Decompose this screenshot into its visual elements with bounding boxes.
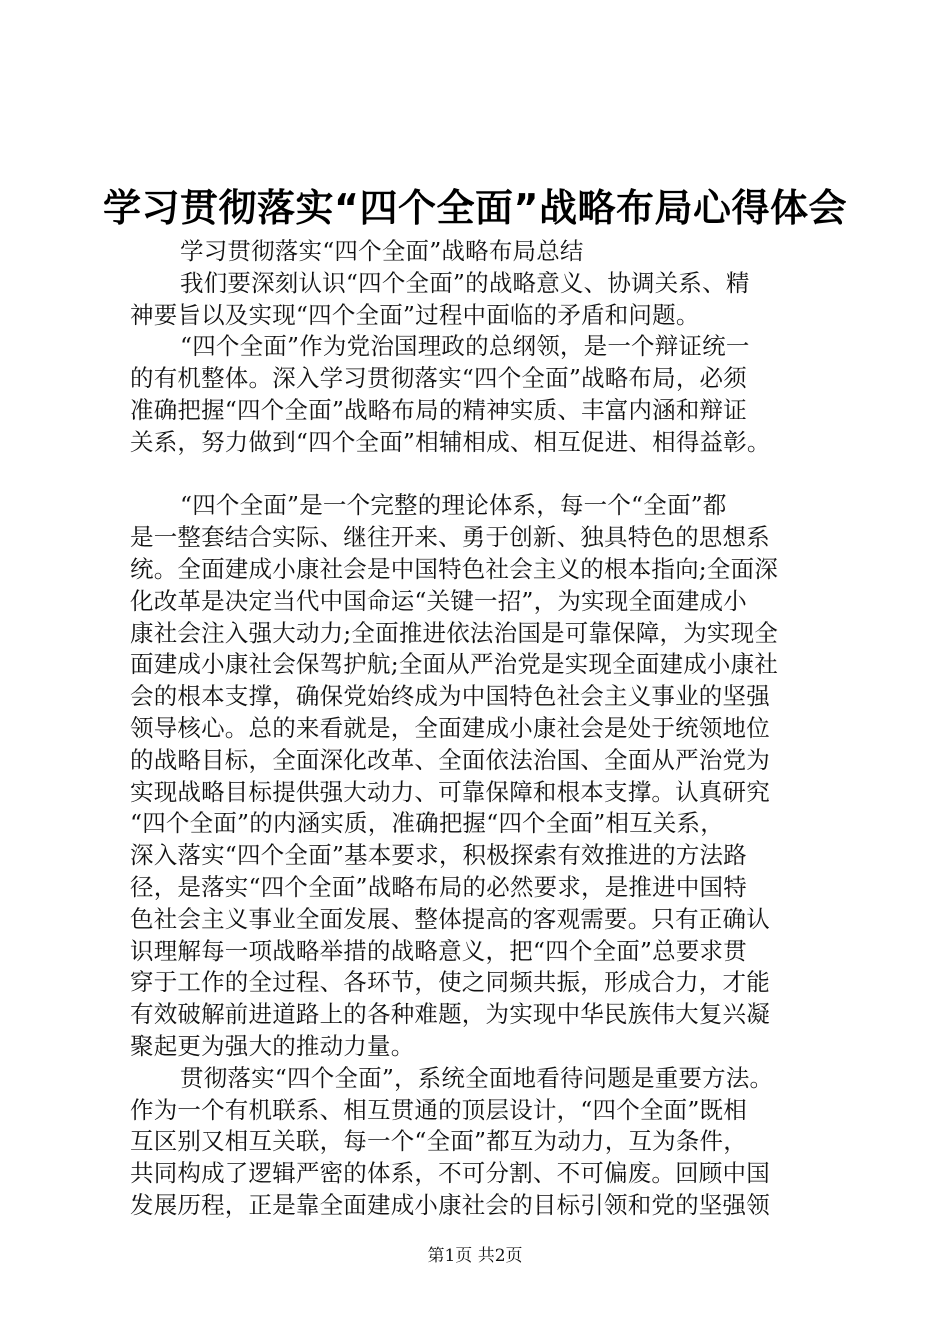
body-line: 贯彻落实“四个全面”，系统全面地看待问题是重要方法。 <box>180 1063 774 1092</box>
body-line: 色社会主义事业全面发展、整体提高的客观需要。只有正确认 <box>130 904 770 933</box>
body-line: 会的根本支撑，确保党始终成为中国特色社会主义事业的坚强 <box>130 682 770 711</box>
body-line: 聚起更为强大的推动力量。 <box>130 1031 415 1060</box>
document-title: 学习贯彻落实“四个全面”战略布局心得体会 <box>103 186 847 230</box>
body-line: 统。全面建成小康社会是中国特色社会主义的根本指向;全面深 <box>130 554 779 583</box>
body-line: 我们要深刻认识“四个全面”的战略意义、协调关系、精 <box>180 268 750 297</box>
body-line: 互区别又相互关联，每一个“全面”都互为动力，互为条件， <box>130 1127 747 1156</box>
body-line: 是一整套结合实际、继往开来、勇于创新、独具特色的思想系 <box>130 523 770 552</box>
body-line: 学习贯彻落实“四个全面”战略布局总结 <box>180 237 584 265</box>
blank-line <box>130 459 850 491</box>
body-line: 的战略目标，全面深化改革、全面依法治国、全面从严治党为 <box>130 745 770 774</box>
body-line: 共同构成了逻辑严密的体系，不可分割、不可偏废。回顾中国 <box>130 1159 770 1188</box>
document-body <box>130 236 850 1222</box>
body-line: 关系，努力做到“四个全面”相辅相成、相互促进、相得益彰。 <box>130 427 771 456</box>
body-line: 穿于工作的全过程、各环节，使之同频共振，形成合力，才能 <box>130 968 770 997</box>
body-line: 准确把握“四个全面”战略布局的精神实质、丰富内涵和辩证 <box>130 395 747 424</box>
body-line: 作为一个有机联系、相互贯通的顶层设计，“四个全面”既相 <box>130 1095 747 1124</box>
body-line: “四个全面”是一个完整的理论体系，每一个“全面”都 <box>180 491 727 520</box>
body-line: 实现战略目标提供强大动力、可靠保障和根本支撑。认真研究 <box>130 777 770 806</box>
body-line: 识理解每一项战略举措的战略意义，把“四个全面”总要求贯 <box>130 936 747 965</box>
body-line: 康社会注入强大动力;全面推进依法治国是可靠保障，为实现全 <box>130 618 779 647</box>
body-line: “四个全面”作为党治国理政的总纲领，是一个辩证统一 <box>180 332 750 361</box>
body-line: 化改革是决定当代中国命运“关键一招”，为实现全面建成小 <box>130 586 747 615</box>
body-line: 深入落实“四个全面”基本要求，积极探索有效推进的方法路 <box>130 841 747 870</box>
body-line: 径，是落实“四个全面”战略布局的必然要求，是推进中国特 <box>130 872 747 901</box>
body-line: 领导核心。总的来看就是，全面建成小康社会是处于统领地位 <box>130 713 770 742</box>
body-line: 神要旨以及实现“四个全面”过程中面临的矛盾和问题。 <box>130 300 700 329</box>
body-line: 面建成小康社会保驾护航;全面从严治党是实现全面建成小康社 <box>130 650 779 679</box>
body-line: “四个全面”的内涵实质，准确把握“四个全面”相互关系， <box>130 809 724 838</box>
body-line: 的有机整体。深入学习贯彻落实“四个全面”战略布局，必须 <box>130 364 747 393</box>
body-line: 有效破解前进道路上的各种难题，为实现中华民族伟大复兴凝 <box>130 1000 770 1029</box>
page-footer: 第1页 共2页 <box>427 1246 523 1266</box>
body-line: 发展历程，正是靠全面建成小康社会的目标引领和党的坚强领 <box>130 1190 770 1219</box>
